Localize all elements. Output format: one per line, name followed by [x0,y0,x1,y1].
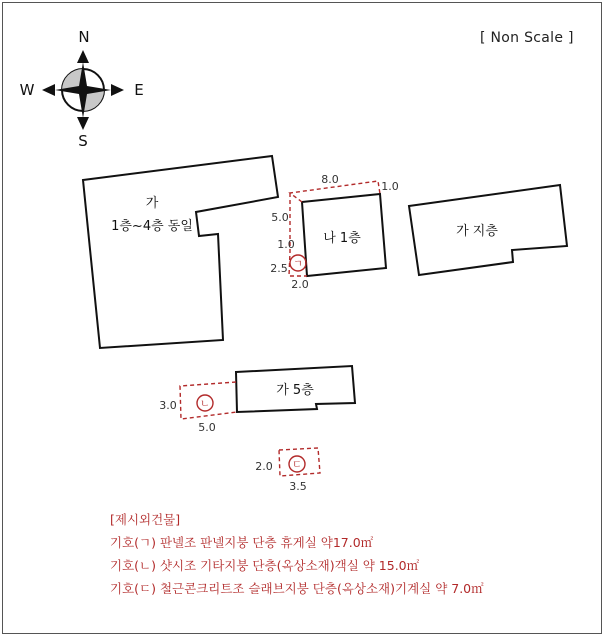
compass-east-label: E [134,81,144,99]
extra-digeut-symbol: ㄷ [292,460,302,471]
building-ga-main-label2: 1층~4층 동일 [111,219,193,234]
building-ga-5f-label: 가 5층 [276,383,314,398]
legend-item-digeut: 기호(ㄷ) 철근콘크리트조 슬래브지붕 단층(옥상소재)기계실 약 7.0㎡ [110,581,484,596]
dim-giyeok-top-right: 1.0 [381,180,399,193]
building-ga-main [83,156,278,348]
legend-title: [제시외건물] [110,512,181,527]
compass-rose [20,28,144,150]
compass-star [55,62,111,118]
arrow-west-icon [42,84,55,96]
scale-note: [ Non Scale ] [480,30,574,46]
dim-digeut-left: 2.0 [255,460,273,473]
dim-giyeok-top: 8.0 [321,173,339,186]
dim-giyeok-left-upper: 1.0 [277,238,295,251]
dim-giyeok-left: 5.0 [271,211,289,224]
dim-giyeok-left-lower: 2.5 [270,262,288,275]
extra-giyeok-symbol: ㄱ [293,259,303,270]
dim-nieun-left: 3.0 [159,399,177,412]
compass-north-label: N [78,28,90,46]
arrow-north-icon [77,50,89,63]
arrow-south-icon [77,117,89,130]
arrow-east-icon [111,84,124,96]
dim-nieun-bottom: 5.0 [198,421,216,434]
legend-item-nieun: 기호(ㄴ) 샷시조 기타지붕 단층(옥상소재)객실 약 15.0㎡ [110,558,420,573]
compass-west-label: W [19,81,35,99]
building-ga-main-label1: 가 [145,196,159,211]
building-ga-basement-label: 가 지층 [456,224,498,239]
extra-nieun-symbol: ㄴ [200,399,210,410]
legend [110,508,484,600]
building-na-label: 나 1층 [323,231,361,246]
dim-giyeok-bottom: 2.0 [291,278,309,291]
legend-item-giyeok: 기호(ㄱ) 판넬조 판넬지붕 단층 휴게실 약17.0㎡ [110,535,374,550]
compass-south-label: S [78,132,88,150]
dim-digeut-bottom: 3.5 [289,480,307,493]
